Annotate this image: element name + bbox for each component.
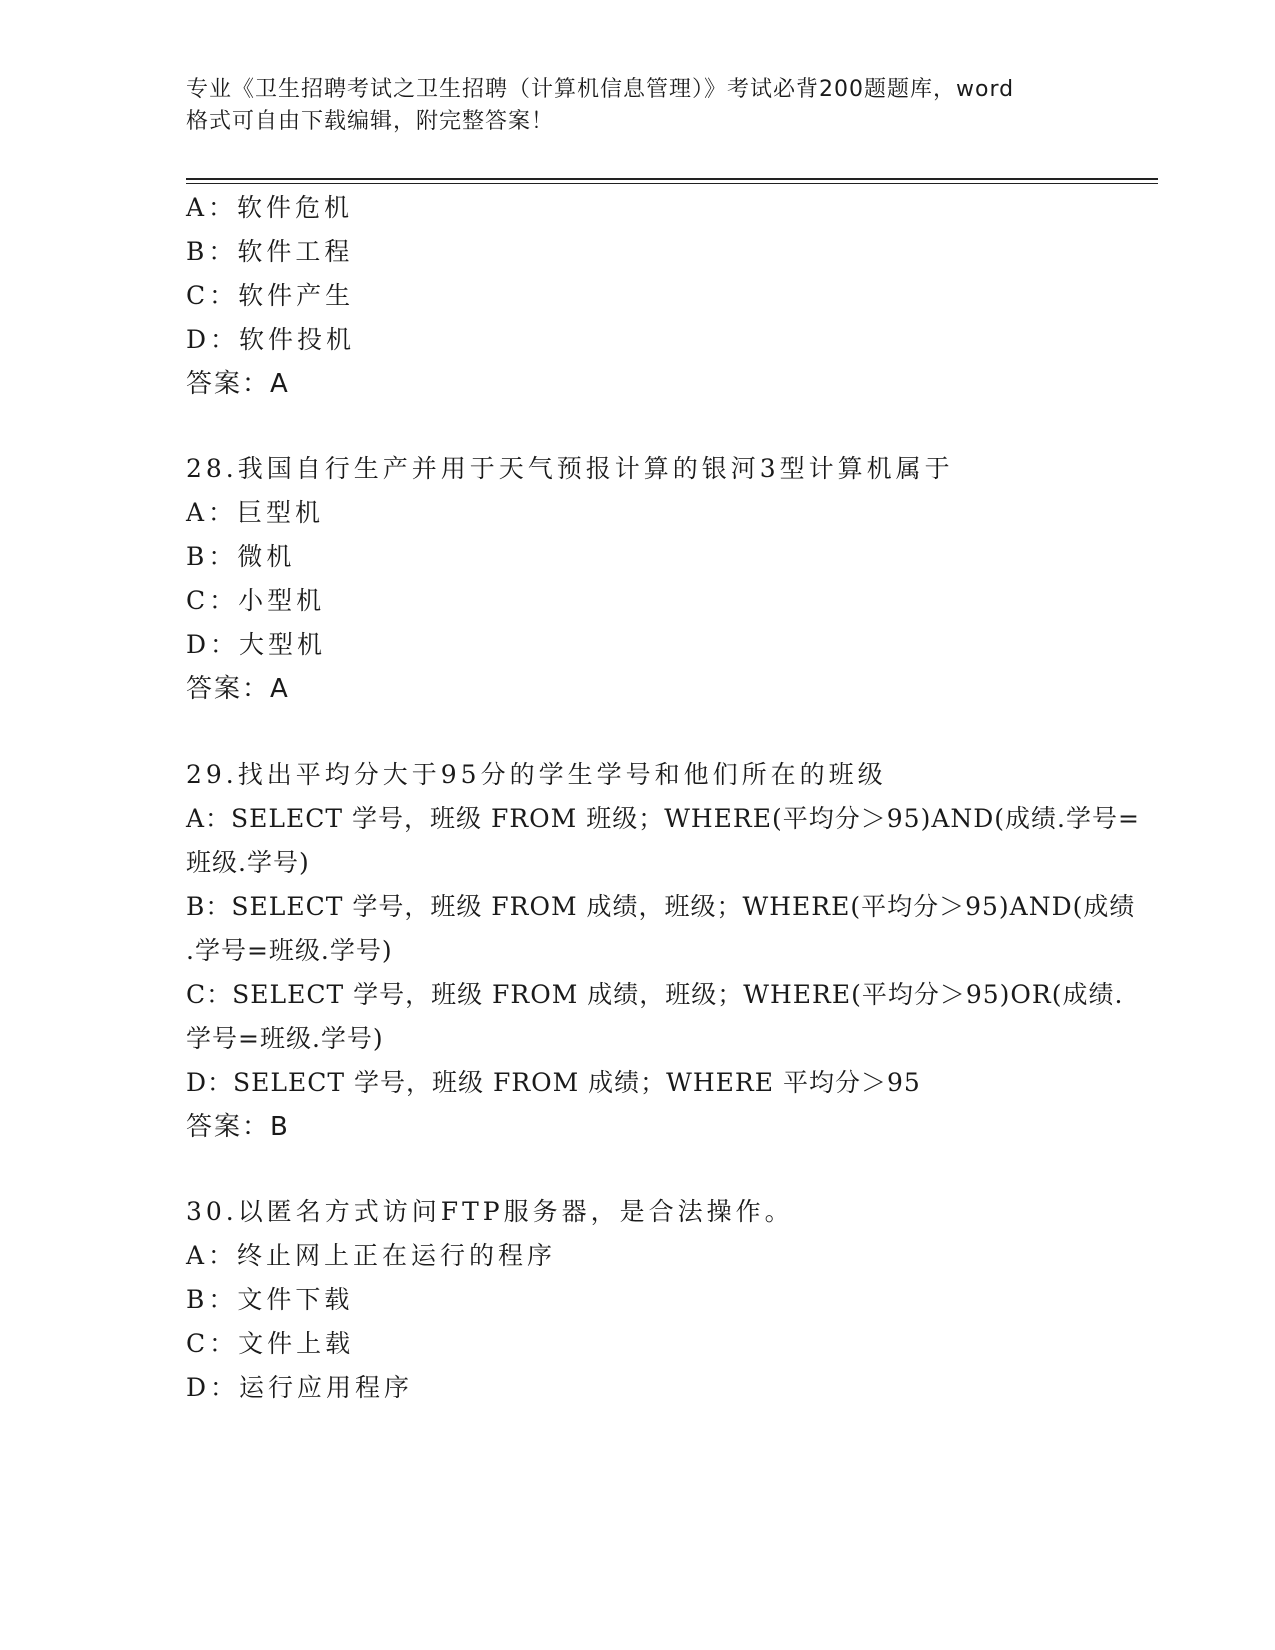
q27-option-b: B：软件工程	[186, 237, 354, 266]
q29-question: 29.找出平均分大于95分的学生学号和他们所在的班级	[186, 760, 887, 789]
q29-option-b-cont: .学号=班级.学号)	[186, 936, 393, 965]
q29-option-b: B：SELECT 学号，班级 FROM 成绩，班级；WHERE(平均分＞95)AND(成绩	[186, 892, 1136, 921]
q30-option-c: C：文件上载	[186, 1329, 355, 1358]
document-header	[186, 74, 1086, 138]
header-divider	[186, 178, 1158, 180]
q27-option-d: D：软件投机	[186, 325, 356, 354]
q27-option-a: A：软件危机	[186, 193, 354, 222]
q27-answer: 答案：A	[186, 369, 290, 399]
q30-option-d: D：运行应用程序	[186, 1373, 414, 1402]
q29-option-c: C：SELECT 学号，班级 FROM 成绩，班级；WHERE(平均分＞95)OR(成绩.	[186, 980, 1124, 1009]
header-divider-thin	[186, 183, 1158, 184]
q28-option-a: A：巨型机	[186, 498, 325, 527]
q28-option-c: C：小型机	[186, 586, 326, 615]
q30-question: 30.以匿名方式访问FTP服务器，是合法操作。	[186, 1197, 794, 1226]
header-title-line-1: 专业《卫生招聘考试之卫生招聘（计算机信息管理）》考试必背200题题库，word	[186, 77, 1015, 102]
q28-answer: 答案：A	[186, 674, 290, 704]
q30-option-b: B：文件下载	[186, 1285, 354, 1314]
q28-option-d: D：大型机	[186, 630, 327, 659]
q29-option-a-cont: 班级.学号)	[186, 848, 310, 877]
header-title-line-2: 格式可自由下载编辑，附完整答案！	[186, 109, 555, 134]
q30-option-a: A：终止网上正在运行的程序	[186, 1241, 557, 1270]
q29-option-a: A：SELECT 学号，班级 FROM 班级；WHERE(平均分＞95)AND(成绩.学号=	[186, 804, 1140, 833]
q29-option-d: D：SELECT 学号，班级 FROM 成绩；WHERE 平均分＞95	[186, 1068, 921, 1097]
q29-answer: 答案：B	[186, 1112, 290, 1142]
q27-option-c: C：软件产生	[186, 281, 355, 310]
q28-option-b: B：微机	[186, 542, 296, 571]
q28-question: 28.我国自行生产并用于天气预报计算的银河3型计算机属于	[186, 454, 954, 483]
q29-option-c-cont: 学号=班级.学号)	[186, 1024, 384, 1053]
